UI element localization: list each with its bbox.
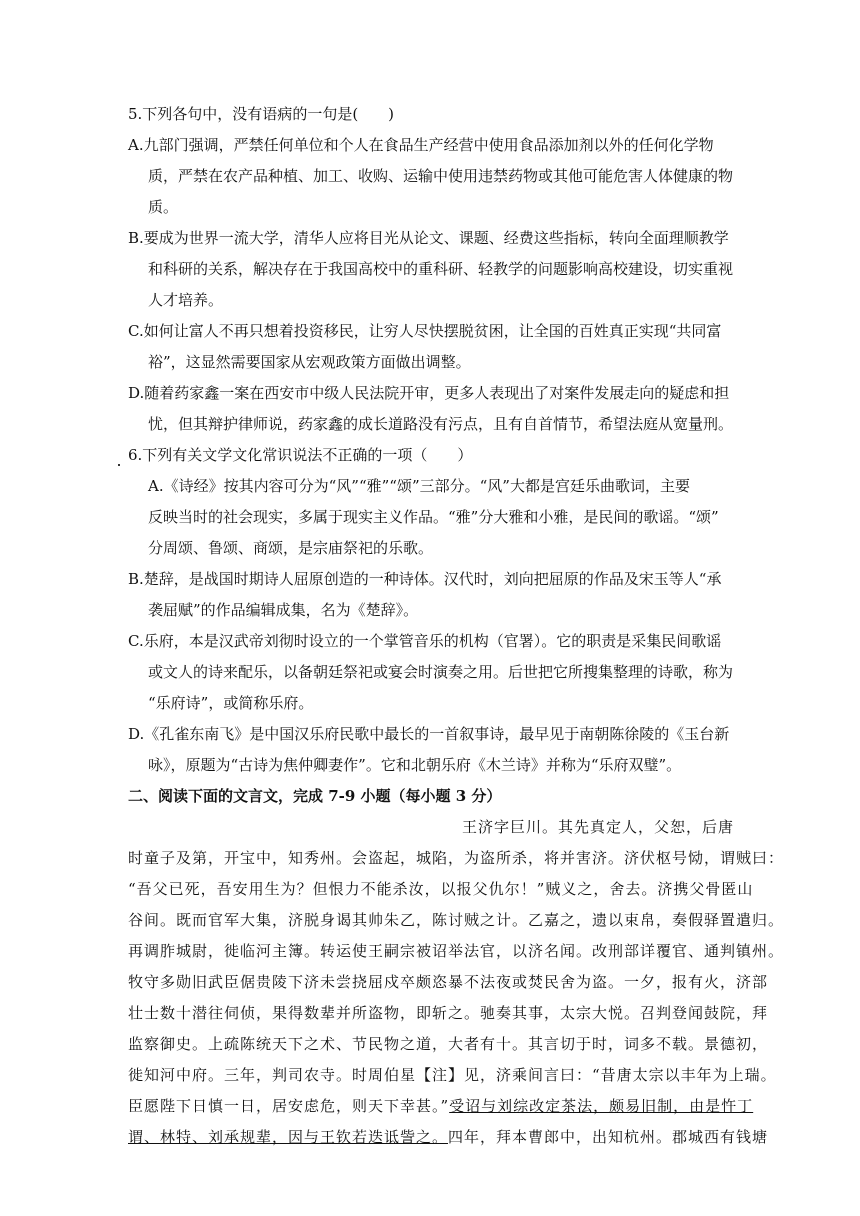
q6-option-d-line2: 咏》，原题为“古诗为焦仲卿妻作”。它和北朝乐府《木兰诗》并称为“乐府双璧”。 [148, 756, 682, 774]
q6-option-c-line2: 或文人的诗来配乐，以备朝廷祭祀或宴会时演奏之用。后世把它所搜集整理的诗歌，称为 [148, 663, 734, 681]
q6-stem: 6.下列有关文学文化常识说法不正确的一项（ ） [128, 446, 473, 464]
classical-passage [128, 812, 785, 1153]
document-content [128, 99, 785, 1153]
passage-text: 臣愿陛下日慎一日，居安虑危，则天下幸甚。” [128, 1097, 450, 1115]
q6-option-b-line2: 袭屈赋”的作品编辑成集，名为《楚辞》。 [148, 601, 419, 619]
q5-option-c-line1: C.如何让富人不再只想着投资移民，让穷人尽快摆脱贫困，让全国的百姓真正实现“共同富 [128, 322, 722, 340]
q5-option-a-line2: 质，严禁在农产品种植、加工、收购、运输中使用违禁药物或其他可能危害人体健康的物 [148, 167, 734, 185]
passage-line: 牧守多勋旧武臣倨贵陵下济未尝挠屈戍卒颇恣暴不法夜或焚民舍为盗。一夕，报有火，济部 [128, 973, 769, 991]
scan-mark [118, 464, 120, 466]
passage-line: 谷间。既而官军大集，济脱身谒其帅朱乙，陈讨贼之计。乙嘉之，遗以束帛，奏假驿置遣归。 [128, 911, 785, 929]
passage-line: 王济字巨川。其先真定人，父恕，后唐 [461, 818, 734, 836]
passage-line: 时童子及第，开宝中，知秀州。会盗起，城陷，为盗所杀，将并害济。济伏枢号恸，谓贼曰： [128, 849, 785, 867]
passage-text: 四年，拜本曹郎中，出知杭州。郡城西有钱塘 [448, 1128, 769, 1146]
q5-option-c-line2: 裕”，这显然需要国家从宏观政策方面做出调整。 [148, 353, 471, 371]
q5-option-d-line1: D.随着药家鑫一案在西安市中级人民法院开审，更多人表现出了对案件发展走向的疑虑和担 [128, 384, 730, 402]
q6-option-a-line1: A.《诗经》按其内容可分为“风”“雅”“颂”三部分。“风”大都是宫廷乐曲歌词，主要 [148, 477, 690, 495]
underlined-sentence: 受诏与刘综改定茶法，颇易旧制，由是忤丁 [449, 1097, 754, 1115]
q6-option-c-line1: C.乐府，本是汉武帝刘彻时设立的一个掌管音乐的机构（官署）。它的职责是采集民间歌谣 [128, 632, 722, 650]
passage-line: 壮士数十潜往伺侦，果得数辈并所盗物，即斩之。驰奏其事，太宗大悦。召判登闻鼓院，拜 [128, 1004, 769, 1022]
q5-option-a-line1: A.九部门强调，严禁任何单位和个人在食品生产经营中使用食品添加剂以外的任何化学物 [128, 136, 714, 154]
passage-line [128, 1122, 769, 1153]
q5-option-b-line3: 人才培养。 [148, 291, 224, 309]
passage-line: “吾父已死，吾安用生为？但恨力不能杀汝，以报父仇尔！”贼义之，舍去。济携父骨匿山 [128, 880, 754, 898]
q6-option-b-line1: B.楚辞，是战国时期诗人屈原创造的一种诗体。汉代时，刘向把屈原的作品及宋玉等人“承 [128, 570, 722, 588]
section2-heading: 二、阅读下面的文言文，完成 7-9 小题（每小题 3 分） [128, 787, 502, 805]
q5-option-b-line2: 和科研的关系，解决存在于我国高校中的重科研、轻教学的问题影响高校建设，切实重视 [148, 260, 734, 278]
passage-line: 徙知河中府。三年，判司农寺。时周伯星【注】见，济乘间言曰：“昔唐太宗以丰年为上瑞。 [128, 1066, 777, 1084]
q5-option-b-line1: B.要成为世界一流大学，清华人应将目光从论文、课题、经费这些指标，转向全面理顺教学 [128, 229, 729, 247]
underlined-sentence: 谓、林特、刘承规辈，因与王钦若迭诋訾之。 [128, 1128, 449, 1146]
q6-option-a-line2: 反映当时的社会现实，多属于现实主义作品。“雅”分大雅和小雅，是民间的歌谣。“颂” [148, 508, 719, 526]
q5-option-d-line2: 忧，但其辩护律师说，药家鑫的成长道路没有污点，且有自首情节，希望法庭从宽量刑。 [148, 415, 734, 433]
q6-option-d-line1: D.《孔雀东南飞》是中国汉乐府民歌中最长的一首叙事诗，最早见于南朝陈徐陵的《玉台新 [128, 725, 730, 743]
q6-option-a-line3: 分周颂、鲁颂、商颂，是宗庙祭祀的乐歌。 [148, 539, 434, 557]
passage-line: 再调胙城尉，徙临河主簿。转运使王嗣宗被诏举法官，以济名闻。改刑部详覆官、通判镇州。 [128, 942, 785, 960]
q6-option-c-line3: “乐府诗”，或简称乐府。 [148, 694, 314, 712]
passage-line [128, 1091, 754, 1122]
q5-stem: 5.下列各句中，没有语病的一句是( ) [128, 105, 395, 123]
passage-line: 监察御史。上疏陈统天下之术、节民物之道，大者有十。其言切于时，词多不载。景德初， [128, 1035, 769, 1053]
q5-option-a-line3: 质。 [148, 198, 179, 216]
